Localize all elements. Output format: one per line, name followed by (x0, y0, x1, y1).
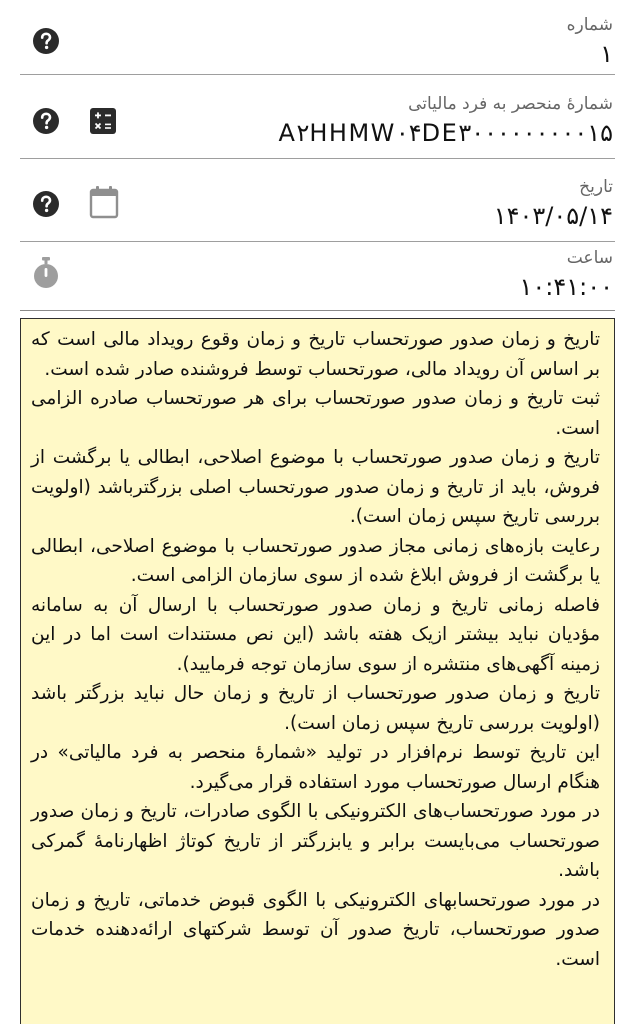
invoice-number-field[interactable] (20, 0, 615, 75)
help-circle-icon[interactable] (32, 27, 60, 55)
info-paragraph: رعایت بازه‌های زمانی مجاز صدور صورتحساب با موضوع اصلاحی، ابطالی یا برگشت از فروش ابلاغ شده از سوی سازمان الزامی است. (31, 535, 600, 586)
help-circle-icon[interactable] (32, 190, 60, 218)
stopwatch-icon[interactable] (32, 257, 60, 289)
info-paragraph: ثبت تاریخ و زمان صدور صورتحساب برای هر صورتحساب صادره الزامی است. (31, 388, 600, 439)
calculator-icon[interactable] (90, 108, 116, 134)
time-value[interactable]: ۱۰:۴۱:۰۰ (519, 273, 613, 301)
info-paragraph: تاریخ و زمان صدور صورتحساب تاریخ و زمان وقوع رویداد مالی است که بر اساس آن رویداد مالی، صورتحساب توسط فروشنده صادر شده است. (31, 329, 600, 380)
date-field[interactable] (20, 162, 615, 242)
info-paragraph: تاریخ و زمان صدور صورتحساب با موضوع اصلاحی، ابطالی یا برگشت از فروش، باید از تاریخ و زمان صدور صورتحساب اصلی بزرگترباشد (اولویت بررسی تاریخ سپس زمان است). (31, 447, 600, 527)
invoice-number-label: شماره (566, 15, 613, 35)
calendar-icon[interactable] (89, 185, 119, 219)
info-paragraph: این تاریخ توسط نرم‌افزار در تولید «شمارهٔ منحصر به فرد مالیاتی» در هنگام ارسال صورتحساب مورد استفاده قرار می‌گیرد. (31, 742, 600, 793)
time-field[interactable] (20, 245, 615, 311)
date-label: تاریخ (579, 177, 613, 197)
info-paragraph: در مورد صورتحسابهای الکترونیکی با الگوی قبوض خدماتی، تاریخ و زمان صدور صورتحساب، تاریخ صدور آن توسط شرکتهای ارائه‌دهنده خدمات است. (31, 889, 600, 970)
invoice-number-value[interactable]: ۱ (600, 40, 613, 68)
tax-id-field[interactable] (20, 79, 615, 159)
help-circle-icon[interactable] (32, 107, 60, 135)
info-paragraph: در مورد صورتحساب‌های الکترونیکی با الگوی صادرات، تاریخ و زمان صدور صورتحساب می‌بایست برابر و یابزرگتر از تاریخ کوتاژ اظهارنامهٔ گمرکی باشد. (31, 801, 600, 881)
time-label: ساعت (566, 248, 613, 268)
info-panel (20, 318, 615, 1024)
tax-id-value[interactable]: A۲HHMW۰۴DE۳۰۰۰۰۰۰۰۰۰۱۵ (278, 119, 613, 147)
date-value[interactable]: ۱۴۰۳/۰۵/۱۴ (493, 202, 613, 230)
tax-id-label: شمارهٔ منحصر به فرد مالیاتی (408, 94, 613, 114)
info-text (31, 325, 600, 974)
info-paragraph: فاصله زمانی تاریخ و زمان صدور صورتحساب با ارسال آن به سامانه مؤدیان نباید بیشتر ازیک هفته باشد (این نص مستندات است اما در این زمینه آگهی‌های منتشره از سوی سازمان توجه فرمایید). (31, 594, 600, 675)
info-paragraph: تاریخ و زمان صدور صورتحساب از تاریخ و زمان حال نباید بزرگتر باشد (اولویت بررسی تاریخ سپس زمان است). (31, 683, 600, 734)
